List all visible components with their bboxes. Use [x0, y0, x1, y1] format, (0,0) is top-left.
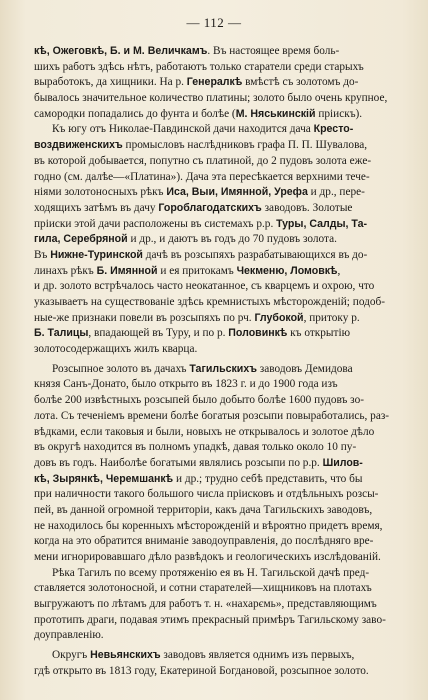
text-run: когда на это обратится вниманіе заводоуправленія, до послѣдняго вре-	[34, 535, 374, 548]
text-run: бывалось значительное количество платины; золото было очень крупное,	[34, 92, 388, 105]
text-line	[34, 154, 396, 170]
text-run: въ которой добывается, попутно съ платиной, до 2 пудовъ золота еже-	[34, 154, 372, 167]
text-run: ставляется золотоносной, и сотни старателей—хищниковъ на плотахъ	[34, 582, 372, 595]
text-run: указываетъ на существованіе здѣсь кремнистыхъ мѣсторожденій; подоб-	[34, 296, 386, 308]
bold-place-name: Чекменю, Ломовкѣ	[236, 264, 338, 277]
text-run: Рѣка Тагилъ по всему протяженію ея въ Н. Тагильской дачѣ пред-	[52, 566, 370, 579]
text-line	[34, 342, 396, 358]
text-line	[34, 648, 396, 664]
text-run: гдѣ открыто въ 1813 году, Екатериной Богдановой, розсыпное золото.	[34, 664, 369, 677]
bold-place-name: Туры, Салды, Та-	[276, 217, 368, 230]
text-run: пріискъ).	[315, 107, 363, 120]
text-line	[34, 613, 396, 629]
text-run: пей, въ данной огромной территоріи, какъ дача Тагильскихъ заводовъ,	[34, 503, 373, 516]
bold-place-name: Генералкѣ	[186, 76, 243, 89]
text-line	[34, 75, 396, 91]
bold-place-name: кѣ, Ожеговкѣ, Б. и М. Величкамъ	[34, 45, 208, 57]
text-line	[34, 440, 396, 456]
text-run: и др. золото встрѣчалось часто неокатанное, съ кварцемъ и охрою, что	[34, 280, 375, 293]
bold-place-name: кѣ, Зырянкѣ, Черемшанкѣ	[34, 472, 174, 485]
text-line	[34, 425, 396, 441]
text-run: вмѣстѣ съ золотомъ до-	[242, 76, 359, 89]
text-line	[34, 597, 396, 613]
bold-place-name: Б. Талицы	[34, 327, 89, 340]
text-line	[34, 409, 396, 425]
text-run: доуправленію.	[34, 629, 104, 642]
text-run: къ открытію	[287, 327, 351, 340]
text-run: и др., и даютъ въ годъ до 70 пудовъ золота.	[127, 233, 337, 246]
text-line	[34, 664, 396, 680]
text-line	[34, 264, 396, 280]
bold-place-name: М. Няськинскій	[235, 107, 316, 120]
bold-place-name: Половинкѣ	[228, 327, 288, 340]
text-run: вѣдками, если таковыя и были, новыхъ не открывалось и золотое дѣло	[34, 425, 375, 438]
text-line	[34, 628, 396, 644]
text-line	[34, 295, 396, 311]
text-line	[34, 201, 396, 217]
bold-place-name: Гороблагодатскихъ	[158, 201, 262, 214]
text-run: довъ въ годъ. Наиболѣе богатыми являлись розсыпи по р.р.	[34, 456, 323, 469]
text-run: ,	[337, 264, 341, 277]
text-line	[34, 44, 396, 60]
text-line	[34, 566, 396, 582]
text-line	[34, 138, 396, 154]
text-run: князя Санъ-Донато, было открыто въ 1823 г. и до 1900 года изъ	[34, 378, 338, 391]
bold-place-name: Невьянскихъ	[90, 649, 161, 662]
text-line	[34, 91, 396, 107]
text-run: мени игнорировавшаго дѣло развѣдокъ и геологическихъ изслѣдованій.	[34, 551, 381, 563]
text-run: ніями золотоносныхъ рѣкъ	[34, 186, 167, 199]
text-line	[34, 456, 396, 472]
text-run: Округъ	[52, 649, 91, 662]
text-run: въ округѣ находится въ полномъ упадкѣ, давая только около 10 пу-	[34, 441, 357, 454]
bold-place-name: Нижне-Туринской	[50, 248, 143, 261]
text-run: не находилось бы коренныхъ мѣсторожденій и вѣроятно придетъ время,	[34, 519, 383, 532]
text-line	[34, 581, 396, 597]
text-line	[34, 550, 396, 566]
text-line	[34, 185, 396, 201]
text-run: прототипъ драги, подавая этимъ прекрасный примѣръ Тагильскому заво-	[34, 613, 386, 626]
text-run: и др.; трудно себѣ представить, что бы	[173, 472, 363, 485]
text-run: годно (см. далѣе—«Платина»). Дача эта пересѣкается верхними тече-	[34, 170, 370, 183]
text-run: и ея притокамъ	[157, 264, 237, 277]
text-run: промысловъ наслѣдниковъ графа П. П. Шувалова,	[122, 139, 368, 152]
bold-place-name: воздвиженскихъ	[34, 139, 123, 152]
text-run: при наличности такого большого числа пріисковъ и отдѣльныхъ розсы-	[34, 488, 379, 501]
text-run: заводовъ. Золотые	[261, 201, 353, 214]
text-line	[34, 248, 396, 264]
bold-place-name: Иса, Выи, Имянной, Урефа	[166, 186, 308, 199]
body-text	[34, 44, 396, 680]
text-run: самородки попадались до фунта и болѣе (	[34, 107, 236, 120]
text-run: лота. Съ теченіемъ времени болѣе богатыя розсыпи повыработались, раз-	[34, 409, 390, 422]
text-run: пріиски этой дачи расположены въ системахъ р.р.	[34, 217, 277, 230]
text-line	[34, 217, 396, 233]
text-run: Къ югу отъ Николае-Павдинской дачи находится дача	[52, 123, 314, 136]
text-line	[34, 311, 396, 327]
text-line	[34, 232, 396, 248]
text-line	[34, 519, 396, 535]
text-line	[34, 487, 396, 503]
text-run: ходящихъ затѣмъ въ дачу	[34, 201, 159, 214]
text-line	[34, 503, 396, 519]
text-run: , впадающей въ Туру, и по р.	[88, 327, 229, 340]
text-run: заводовъ Демидова	[256, 362, 353, 375]
text-line	[34, 122, 396, 138]
bold-place-name: Шилов-	[322, 456, 363, 469]
text-line	[34, 279, 396, 295]
text-run: . Въ настоящее время боль-	[207, 45, 340, 57]
text-line	[34, 60, 396, 76]
text-run: , притоку р.	[303, 311, 360, 324]
page-number: — 112 —	[186, 15, 242, 30]
text-line	[34, 107, 396, 123]
text-run: Въ	[34, 248, 51, 261]
bold-place-name: гила, Серебряной	[34, 233, 128, 246]
text-run: золотосодержащихъ жилъ кварца.	[34, 343, 198, 356]
text-line	[34, 170, 396, 186]
text-line	[34, 534, 396, 550]
text-run: дачѣ въ розсыпяхъ разрабатывающихся въ до-	[142, 248, 368, 261]
text-line	[34, 362, 396, 378]
text-run: выгружаютъ по лѣтамъ для работъ т. н. «нахарємь», представляющимъ	[34, 598, 377, 611]
text-run: линахъ рѣкъ	[34, 264, 97, 277]
bold-place-name: Тагильскихъ	[189, 362, 257, 375]
bold-place-name: Б. Имянной	[96, 264, 158, 277]
text-run: выработокъ, да хищники. На р.	[34, 76, 187, 89]
bold-place-name: Кресто-	[313, 123, 354, 136]
text-line	[34, 377, 396, 393]
text-line	[34, 472, 396, 488]
text-run: и др., пере-	[307, 186, 365, 199]
bold-place-name: Глубокой	[254, 311, 304, 324]
text-run: заводовъ является однимъ изъ первыхъ,	[160, 649, 355, 662]
text-line	[34, 326, 396, 342]
text-run: шихъ работъ здѣсь нѣтъ, работаютъ только старатели среди старыхъ	[34, 60, 364, 73]
text-run: болѣе 200 извѣстныхъ розсыпей было добыто болѣе 1600 пудовъ зо-	[34, 394, 364, 407]
text-line	[34, 393, 396, 409]
text-run: Розсыпное золото въ дачахъ	[52, 362, 190, 375]
text-run: ные-же признаки повели въ розсыпяхъ по рч.	[34, 311, 255, 324]
